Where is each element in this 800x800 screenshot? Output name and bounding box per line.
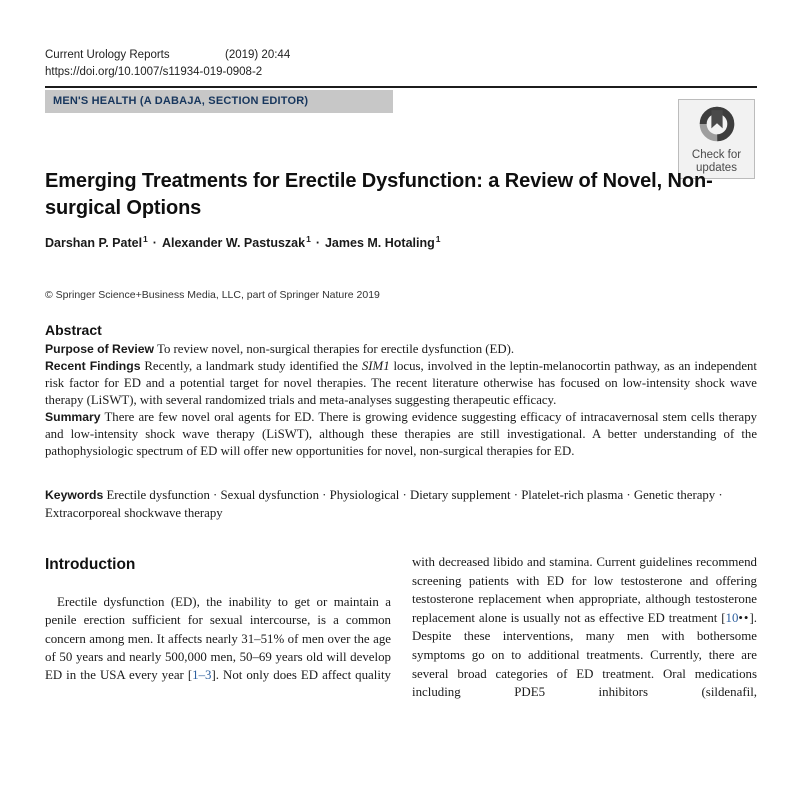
intro-left-text-cont: . Not only does ED affect quality (215, 668, 391, 683)
citation-importance-bullets: •• (738, 610, 750, 625)
introduction-paragraph-left (45, 593, 391, 684)
abstract-findings (45, 358, 757, 409)
header-rule (45, 86, 757, 88)
abstract-purpose-label: Purpose of Review (45, 342, 155, 356)
left-column (45, 556, 391, 684)
intro-right-text: with decreased libido and stamina. Current guidelines recommend screening patients with ED for low testosterone and offering testosterone replacement when appropriate, although testosterone replacement alone is usually not as effective ED treatment (412, 555, 757, 625)
keywords-label: Keywords (45, 488, 104, 502)
citation-link-10[interactable]: 10 (725, 610, 739, 625)
author-affiliation-sup: 1 (143, 234, 148, 244)
badge-label-line2: updates (696, 162, 737, 174)
citation-bracket: ] (749, 610, 754, 625)
intro-left-text: Erectile dysfunction (ED), the inability to get or maintain a penile erection sufficient for sexual intercourse, is a common concern among men. It affects nearly 31–51% of men over the age of 50 years and nearly 500,000 men, 50–69 years old will develop ED in the USA every year (45, 595, 391, 683)
check-for-updates-badge[interactable] (678, 99, 755, 179)
abstract-purpose (45, 341, 757, 358)
introduction-heading: Introduction (45, 556, 136, 573)
intro-right-text-cont: . Despite these interventions, many men with bothersome symptoms go on to additional treatments. Currently, there are several broad categories of ED treatment. Oral medications including PDE5 inhibitors (sildenafil, (412, 610, 757, 700)
abstract-findings-text: Recently, a landmark study identified the (144, 359, 358, 373)
journal-line (45, 48, 291, 63)
abstract-findings-text-cont: locus, involved in the leptin-melanocortin pathway, as an independent risk factor for ED and a potential target for novel therapies. The recent literature otherwise has focused on low-intensity shock wave therapy (LiSWT), with several randomized trials and meta-analyses suggesting therapeutic efficacy. (45, 359, 757, 407)
doi-link[interactable]: https://doi.org/10.1007/s11934-019-0908-2 (45, 66, 263, 78)
authors-line (45, 234, 440, 250)
abstract-summary (45, 409, 757, 460)
author-name: James M. Hotaling$^1$ (324, 234, 441, 251)
abstract-findings-label: Recent Findings (45, 359, 141, 373)
author-name: Darshan P. Patel$^1$ (45, 234, 148, 251)
abstract-body (45, 341, 757, 460)
citation-bracket: [ (721, 610, 726, 625)
journal-header (45, 48, 291, 80)
badge-label-line1: Check for (691, 149, 742, 161)
citation-link-1-3[interactable]: 1–3 (192, 668, 212, 683)
abstract-purpose-text: To review novel, non-surgical therapies for erectile dysfunction (ED). (157, 342, 515, 356)
abstract-summary-label: Summary (45, 410, 101, 424)
author-separator: · (152, 236, 157, 251)
author-separator: · (315, 236, 320, 251)
section-banner: MEN'S HEALTH (A DABAJA, SECTION EDITOR) (45, 90, 393, 113)
copyright-line: © Springer Science+Business Media, LLC, part of Springer Nature 2019 (45, 289, 380, 301)
introduction-paragraph-right (412, 553, 757, 702)
journal-name: Current Urology Reports (45, 49, 170, 61)
keywords-block (45, 487, 757, 522)
crossmark-logo-icon (698, 105, 736, 143)
citation-group (721, 611, 754, 625)
citation-bracket: [ (187, 668, 193, 683)
author-name: Alexander W. Pastuszak$^1$ (161, 234, 311, 251)
citation-group (188, 668, 216, 682)
author-affiliation-sup: 1 (435, 234, 441, 244)
keywords-text: Erectile dysfunction · Sexual dysfunction · Physiological · Dietary supplement · Platelet-rich plasma · Genetic therapy · Extracorporeal shockwave therapy (45, 488, 723, 520)
gene-name-italic: SIM1 (361, 359, 390, 373)
volume-issue: (2019) 20:44 (225, 49, 291, 61)
paper-title: Emerging Treatments for Erectile Dysfunction: a Review of Novel, Non-surgical Options (45, 170, 713, 220)
citation-bracket: ] (211, 668, 216, 683)
abstract-summary-text: There are few novel oral agents for ED. There is growing evidence suggesting efficacy of intracavernosal stem cells therapy and low-intensity shock wave therapy (LiSWT), although these therapies are still investigational. A better understanding of the pathophysiologic spectrum of ED will offer new opportunities for novel, non-surgical therapies for ED. (45, 410, 757, 458)
abstract-heading: Abstract (45, 322, 102, 338)
author-affiliation-sup: 1 (306, 234, 311, 244)
right-column (412, 553, 757, 702)
